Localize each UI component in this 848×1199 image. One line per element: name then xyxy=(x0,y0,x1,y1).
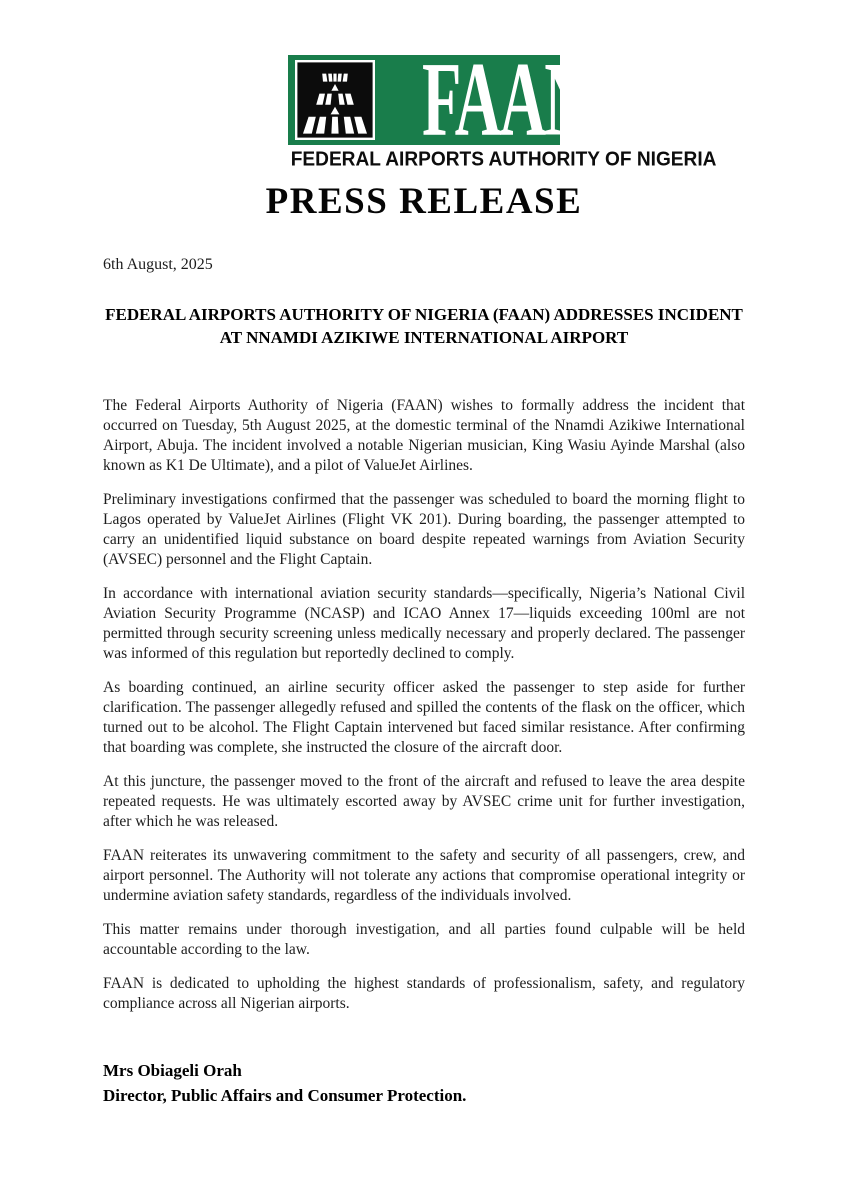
date: 6th August, 2025 xyxy=(103,256,213,273)
paragraph: In accordance with international aviation security standards—specifically, Nigeria’s National Civil Aviation Security Programme (NCASP) and ICAO Annex 17—liquids exceeding 100ml are not permitted through security screening unless medically necessary and properly declared. The passenger was informed of this regulation but reportedly declined to comply. xyxy=(103,585,745,662)
faan-acronym: FAAN xyxy=(422,40,589,159)
body-text xyxy=(103,396,745,1014)
faan-logo xyxy=(288,40,717,171)
signature-name: Mrs Obiageli Orah xyxy=(103,1061,242,1080)
paragraph: FAAN reiterates its unwavering commitment to the safety and security of all passengers, crew, and airport personnel. The Authority will not tolerate any actions that compromise operational integrity or undermine aviation safety standards, regardless of the individuals involved. xyxy=(103,847,745,904)
paragraph: As boarding continued, an airline security officer asked the passenger to step aside for further clarification. The passenger allegedly refused and spilled the contents of the flask on the officer, which turned out to be alcohol. The Flight Captain intervened but faced similar resistance. After confirming that boarding was complete, she instructed the closure of the aircraft door. xyxy=(103,679,745,756)
runway-icon xyxy=(295,60,375,140)
org-name: FEDERAL AIRPORTS AUTHORITY OF NIGERIA xyxy=(290,147,717,171)
paragraph: Preliminary investigations confirmed that the passenger was scheduled to board the morning flight to Lagos operated by ValueJet Airlines (Flight VK 201). During boarding, the passenger attempted to carry an unidentified liquid substance on board despite repeated warnings from Aviation Security (AVSEC) personnel and the Flight Captain. xyxy=(103,491,745,568)
paragraph: The Federal Airports Authority of Nigeria (FAAN) wishes to formally address the incident that occurred on Tuesday, 5th August 2025, at the domestic terminal of the Nnamdi Azikiwe International Airport, Abuja. The incident involved a notable Nigerian musician, King Wasiu Ayinde Marshal (also known as K1 De Ultimate), and a pilot of ValueJet Airlines. xyxy=(103,397,745,474)
paragraph: At this juncture, the passenger moved to the front of the aircraft and refused to leave the area despite repeated requests. He was ultimately escorted away by AVSEC crime unit for further investigation, after which he was released. xyxy=(103,773,745,830)
signature-block xyxy=(103,1058,745,1108)
press-release-title: PRESS RELEASE xyxy=(265,181,583,222)
paragraph: This matter remains under thorough investigation, and all parties found culpable will be held accountable according to the law. xyxy=(103,921,745,958)
signature-title: Director, Public Affairs and Consumer Protection. xyxy=(103,1086,467,1105)
headline xyxy=(103,303,745,349)
paragraph: FAAN is dedicated to upholding the highest standards of professionalism, safety, and regulatory compliance across all Nigerian airports. xyxy=(103,975,745,1012)
headline-line1: FEDERAL AIRPORTS AUTHORITY OF NIGERIA (FAAN) ADDRESSES INCIDENT xyxy=(105,305,743,324)
headline-line2: AT NNAMDI AZIKIWE INTERNATIONAL AIRPORT xyxy=(219,328,629,347)
faan-logo-green-box xyxy=(288,40,589,159)
letter-body xyxy=(0,256,848,1108)
